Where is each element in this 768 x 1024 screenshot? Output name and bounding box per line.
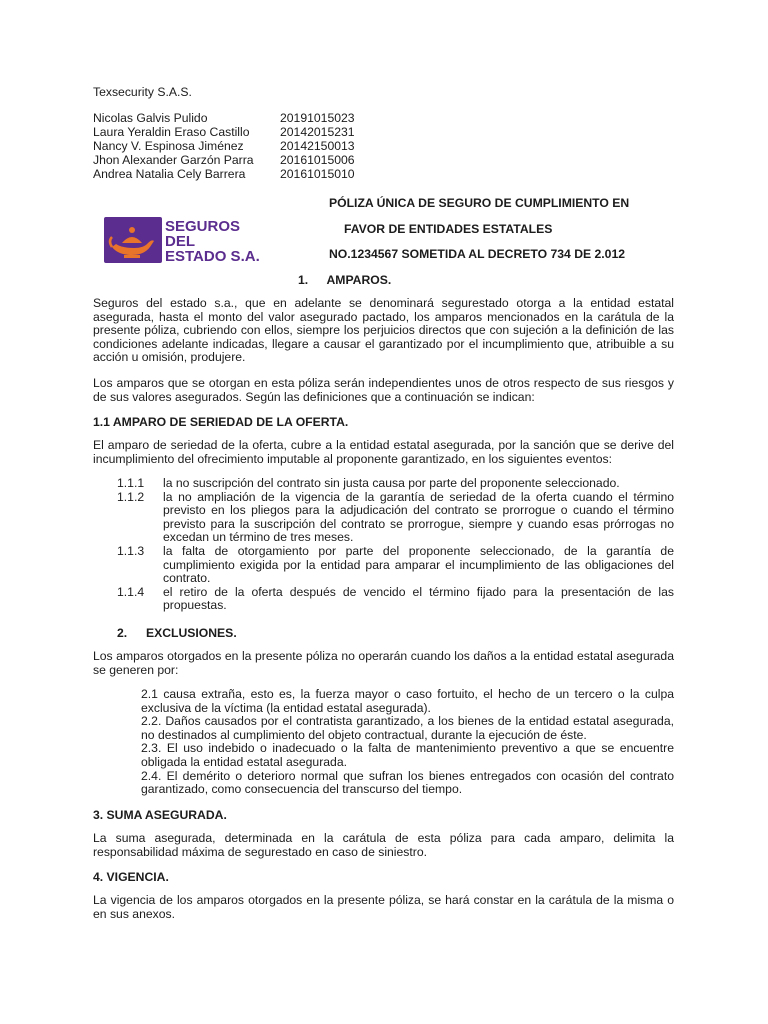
author-row: [93, 126, 355, 140]
author-row: [93, 168, 355, 182]
section-title: EXCLUSIONES.: [145, 626, 237, 640]
amparos-paragraph-2: Los amparos que se otorgan en esta póliza serán independientes unos de otros respecto de sus riesgos y de sus valores asegurados. Según las definiciones que a continuación se indican:: [93, 376, 674, 404]
author-name: Nicolas Galvis Pulido: [93, 111, 208, 125]
list-item: [117, 491, 674, 545]
policy-title-line3: NO.1234567 SOMETIDA AL DECRETO 734 DE 2.012: [329, 247, 626, 261]
author-code: 20142150013: [280, 139, 355, 153]
exclusiones-list: [141, 688, 674, 797]
seriedad-event-list: [117, 477, 674, 613]
list-item-text: la falta de otorgamiento por parte del proponente seleccionado, de la garantía de cumplimiento exigida por la entidad para amparar el incumplimiento de las obligaciones del contrato.: [163, 543, 674, 586]
section-heading-seriedad: 1.1 AMPARO DE SERIEDAD DE LA OFERTA.: [93, 415, 349, 429]
author-name: Andrea Natalia Cely Barrera: [93, 167, 246, 181]
author-code: 20191015023: [280, 111, 355, 125]
section-heading-amparos: [298, 274, 391, 288]
author-code: 20161015010: [280, 167, 355, 181]
exclusiones-paragraph: Los amparos otorgados en la presente póliza no operarán cuando los daños a la entidad estatal asegurada se generen por:: [93, 649, 674, 677]
logo-text-line1: SEGUROS: [165, 218, 241, 235]
section-number: 1.: [298, 273, 309, 287]
section-heading-vigencia: 4. VIGENCIA.: [93, 870, 169, 884]
vigencia-paragraph: La vigencia de los amparos otorgados en la presente póliza, se hará constar en la carátula de la misma o en sus anexos.: [93, 893, 674, 921]
section-heading-suma-asegurada: 3. SUMA ASEGURADA.: [93, 808, 227, 822]
policy-title-line1: PÓLIZA ÚNICA DE SEGURO DE CUMPLIMIENTO EN: [329, 196, 630, 210]
policy-title-line2: FAVOR DE ENTIDADES ESTATALES: [344, 222, 553, 236]
author-row: [93, 154, 355, 168]
company-name: Texsecurity S.A.S.: [93, 85, 192, 99]
list-item-text: la no suscripción del contrato sin justa causa por parte del proponente seleccionado.: [163, 476, 620, 490]
list-item-text: la no ampliación de la vigencia de la garantía de seriedad de la oferta cuando el término previsto en los pliegos para la adjudicación del contrato se prorrogue o cuando el término previsto para la suscripción del contrato se prorrogue, siempre y cuando esas prórrogas no excedan un término de tres meses.: [163, 489, 674, 545]
list-item: 2.3. El uso indebido o inadecuado o la falta de mantenimiento preventivo a que se encuentre obligada la entidad estatal asegurada.: [141, 741, 674, 769]
list-item-number: 1.1.2: [117, 489, 145, 504]
list-item: [117, 545, 674, 586]
author-code: 20161015006: [280, 153, 355, 167]
list-item-number: 1.1.1: [117, 476, 145, 490]
author-name: Nancy V. Espinosa Jiménez: [93, 139, 244, 153]
list-item: 2.4. El demérito o deterioro normal que sufran los bienes entregados con ocasión del contrato garantizado, como consecuencia del transcurso del tiempo.: [141, 768, 674, 797]
list-item-text: el retiro de la oferta después de vencido el término fijado para la presentación de las propuestas.: [163, 584, 674, 613]
list-item-number: 1.1.4: [117, 584, 145, 599]
author-row: [93, 112, 355, 126]
seguros-del-estado-logo: [104, 217, 276, 263]
section-number: 2.: [117, 626, 128, 640]
seriedad-paragraph: El amparo de seriedad de la oferta, cubre a la entidad estatal asegurada, por la sanción que se derive del incumplimiento del ofrecimiento imputable al proponente garantizado, en los siguientes eventos:: [93, 438, 674, 466]
author-row: [93, 140, 355, 154]
list-item: [117, 477, 674, 491]
list-item: 2.1 causa extraña, esto es, la fuerza mayor o caso fortuito, el hecho de un tercero o la culpa exclusiva de la víctima (la entidad estatal asegurada).: [141, 687, 674, 715]
author-name: Jhon Alexander Garzón Parra: [93, 153, 254, 167]
logo-text-line2: DEL: [165, 233, 195, 250]
suma-asegurada-paragraph: La suma asegurada, determinada en la carátula de esta póliza para cada amparo, delimita la responsabilidad máxima de segurestado en caso de siniestro.: [93, 831, 674, 859]
list-item: 2.2. Daños causados por el contratista garantizado, a los bienes de la entidad estatal asegurada, no destinados al cumplimiento del objeto contractual, durante la ejecución de éste.: [141, 714, 674, 742]
author-name: Laura Yeraldin Eraso Castillo: [93, 125, 250, 139]
author-code: 20142015231: [280, 125, 355, 139]
logo-text-line3: ESTADO S.A.: [165, 248, 260, 263]
amparos-paragraph-1: Seguros del estado s.a., que en adelante se denominará segurestado otorga a la entidad estatal asegurada, hasta el monto del valor asegurado pactado, los amparos mencionados en la carátula de la presente póliza, cubriendo con ellos, siempre los perjuicios directos que con sujeción a la definición de las condiciones adelante indicadas, llegare a causar el garantizado por el incumplimiento que, atribuible a su acción u omisión, produjere.: [93, 296, 674, 365]
list-item-number: 1.1.3: [117, 543, 145, 558]
author-list: [93, 112, 355, 182]
section-title: AMPAROS.: [326, 273, 392, 287]
list-item: [117, 586, 674, 613]
section-heading-exclusiones: [117, 627, 237, 641]
